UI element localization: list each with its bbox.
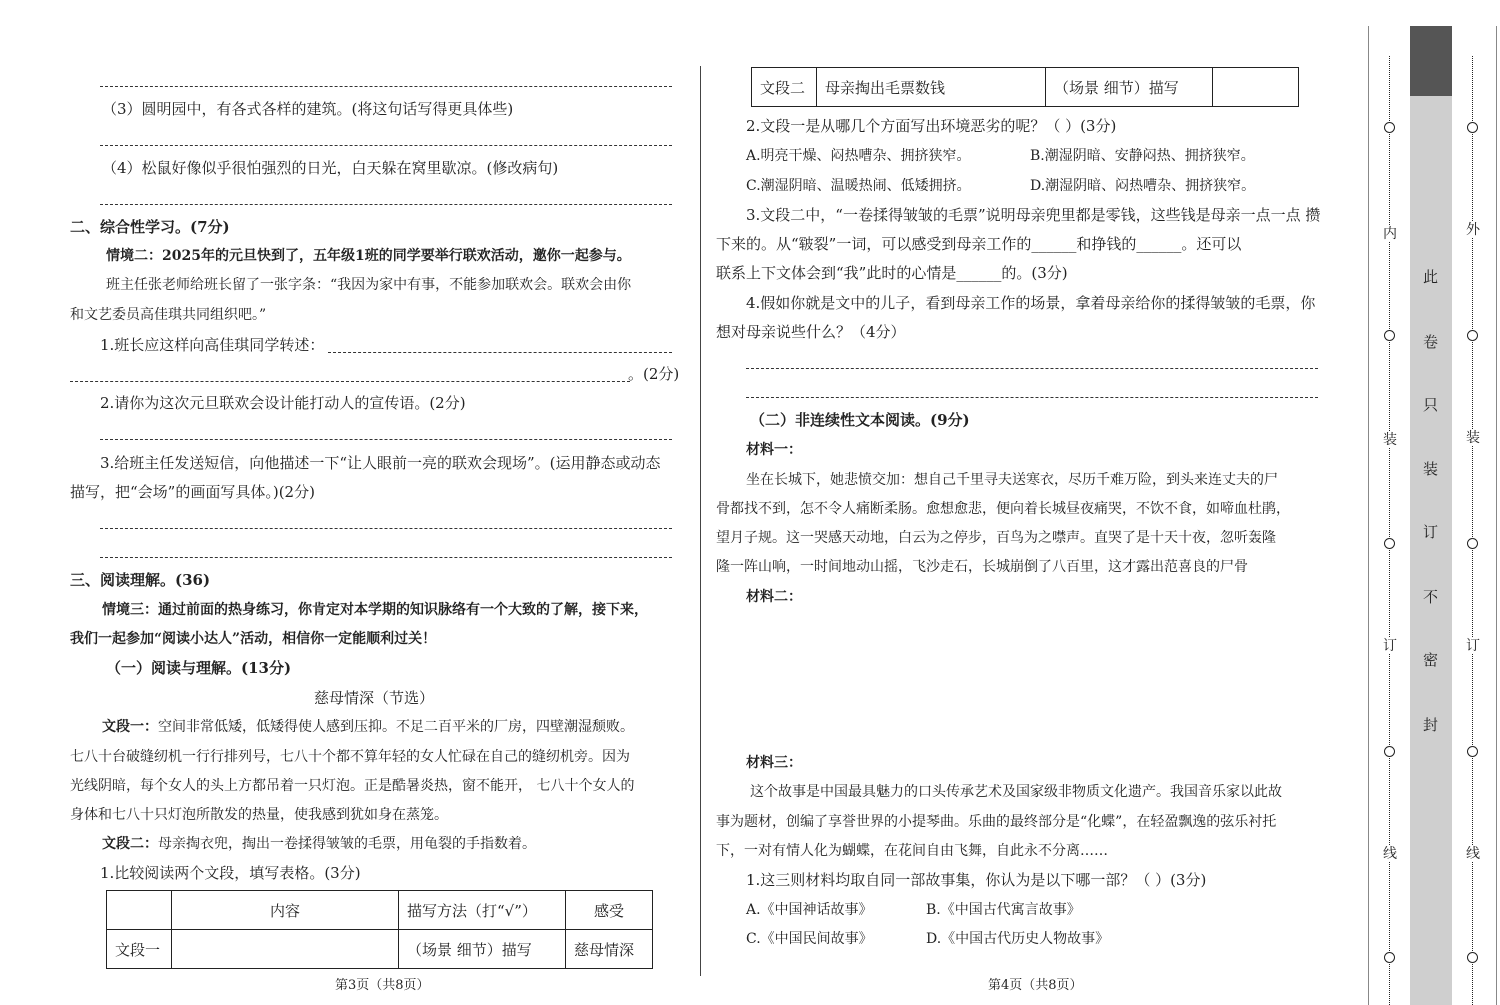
table-header-cell xyxy=(107,891,172,930)
inner-label: 装 xyxy=(1383,432,1397,448)
binding-hole xyxy=(1384,952,1395,963)
section-3-scenario-line-1: 情境三：通过前面的热身练习，你肯定对本学期的知识脉络有一个大致的了解，接下来， xyxy=(102,602,648,618)
notice-char: 装 xyxy=(1423,460,1439,478)
left-page xyxy=(0,0,700,1005)
inner-binding-line xyxy=(1389,56,1390,1005)
comparison-table xyxy=(106,890,653,969)
section-3-scenario-line-2: 我们一起参加“阅读小达人”活动，相信你一定能顺利过关！ xyxy=(70,631,437,647)
answer-line xyxy=(100,557,672,558)
question-3: （3）圆明园中，有各式各样的建筑。(将这句话写得更具体些) xyxy=(102,100,514,118)
notice-char: 不 xyxy=(1423,588,1439,606)
material-1-label: 材料一： xyxy=(746,442,802,458)
outer-label: 装 xyxy=(1466,430,1480,446)
notice-char: 订 xyxy=(1423,523,1439,541)
question-3-line-3: 联系上下文体会到“我”此时的心情是______的。(3分) xyxy=(716,264,1068,282)
strip-edge xyxy=(1368,26,1369,1005)
answer-line xyxy=(100,439,672,440)
passage-2-line-1 xyxy=(102,834,536,854)
outer-binding-line xyxy=(1472,56,1473,1005)
material-1-line-1: 坐在长城下，她悲愤交加：想自己千里寻夫送寒衣，尽历千难万险，到头来连丈夫的尸 xyxy=(746,472,1278,488)
table-cell[interactable]: （场景 细节）描写 xyxy=(1046,68,1213,107)
material-1-line-3: 望月子规。这一哭感天动地，白云为之停步，百鸟为之噤声。直哭了是十天十夜，忽听轰隆 xyxy=(716,530,1276,546)
binding-hole xyxy=(1467,122,1478,133)
question-4: （4）松鼠好像似乎很怕强烈的日光，白天躲在窝里歇凉。(修改病句) xyxy=(102,159,559,177)
notice-char: 卷 xyxy=(1423,333,1439,351)
material-3-line-3: 下，一对有情人化为蝴蝶，在花间自由飞舞，自此永不分离…… xyxy=(716,843,1108,859)
notice-char: 只 xyxy=(1423,396,1439,414)
binding-hole xyxy=(1384,330,1395,341)
table-cell[interactable] xyxy=(1213,68,1299,107)
passage-1-text: 空间非常低矮，低矮得使人感到压抑。不足二百平米的厂房，四壁潮湿颓败。 xyxy=(158,719,634,735)
question-3-line-2: 下来的。从“皲裂”一词，可以感受到母亲工作的______和挣钱的______。还可以 xyxy=(716,235,1242,253)
answer-line xyxy=(328,352,672,353)
notice-band-header xyxy=(1410,26,1452,96)
table-question: 1.比较阅读两个文段，填写表格。(3分) xyxy=(100,864,361,882)
binding-hole xyxy=(1467,952,1478,963)
notice-char: 密 xyxy=(1423,651,1439,669)
question-5: 1.这三则材料均取自同一部故事集，你认为是以下哪一部？（ ）(3分) xyxy=(746,871,1207,889)
passage-title: 慈母情深（节选） xyxy=(314,689,435,707)
teacher-note-line-2: 和文艺委员高佳琪共同组织吧。” xyxy=(70,307,267,323)
option-a: A.明亮干燥、闷热嘈杂、拥挤狭窄。 xyxy=(746,148,971,164)
material-1-line-4: 隆一阵山响，一时间地动山摇，飞沙走石，长城崩倒了八百里，这才露出范喜良的尸骨 xyxy=(716,559,1248,575)
right-page xyxy=(704,0,1344,1005)
table-cell: 文段二 xyxy=(752,68,817,107)
binding-hole xyxy=(1467,330,1478,341)
question-3-line-1: 3.文段二中，“一卷揉得皱皱的毛票”说明母亲兜里都是零钱，这些钱是母亲一点一点 攒 xyxy=(746,206,1321,224)
question-4-line-1: 4.假如你就是文中的儿子，看到母亲工作的场景，拿着母亲给你的揉得皱皱的毛票，你 xyxy=(746,294,1316,312)
section-3-title: 三、阅读理解。(36) xyxy=(70,571,211,589)
material-3-line-2: 事为题材，创编了享誉世界的小提琴曲。乐曲的最终部分是“化蝶”，在轻盈飘逸的弦乐衬托 xyxy=(716,814,1277,830)
inner-label: 线 xyxy=(1383,846,1397,862)
answer-line xyxy=(100,86,672,87)
page-footer: 第3页（共8页） xyxy=(335,978,430,993)
answer-line xyxy=(746,397,1318,398)
inner-label: 订 xyxy=(1383,638,1397,654)
section-2-question-1: 1.班长应这样向高佳琪同学转述： xyxy=(100,336,325,354)
notice-char: 封 xyxy=(1423,716,1439,734)
question-4-line-2: 想对母亲说些什么？（4分） xyxy=(716,323,906,341)
passage-1-line-4: 身体和七八十只灯泡所散发的热量，使我感到犹如身在蒸笼。 xyxy=(70,807,448,823)
binding-hole xyxy=(1467,538,1478,549)
part-2-title: （二）非连续性文本阅读。(9分) xyxy=(750,411,970,429)
question-1-score: 。(2分) xyxy=(628,365,680,383)
outer-label: 线 xyxy=(1466,846,1480,862)
part-1-title: （一）阅读与理解。(13分) xyxy=(106,659,292,677)
option-d: D.《中国古代历史人物故事》 xyxy=(926,931,1110,947)
table-header-cell: 感受 xyxy=(566,891,653,930)
answer-line xyxy=(746,368,1318,369)
binding-hole xyxy=(1384,122,1395,133)
passage-1-line-1 xyxy=(102,717,634,737)
strip-edge xyxy=(1496,26,1497,1005)
passage-1-label: 文段一： xyxy=(102,719,158,735)
option-d: D.潮湿阴暗、闷热嘈杂、拥挤狭窄。 xyxy=(1030,178,1256,194)
section-2-title: 二、综合性学习。(7分) xyxy=(70,218,230,236)
table-header-cell: 描写方法（打“√”） xyxy=(399,891,566,930)
table-cell[interactable] xyxy=(172,930,399,969)
passage-1-line-3: 光线阴暗，每个女人的头上方都吊着一只灯泡。正是酷暑炎热，窗不能开， 七八十个女人的 xyxy=(70,778,635,794)
outer-label: 外 xyxy=(1466,222,1480,238)
answer-line xyxy=(100,204,672,205)
option-a: A.《中国神话故事》 xyxy=(746,902,873,918)
section-2-question-2: 2.请你为这次元旦联欢会设计能打动人的宣传语。(2分) xyxy=(100,394,466,412)
page-footer: 第4页（共8页） xyxy=(988,978,1083,993)
option-b: B.潮湿阴暗、安静闷热、拥挤狭窄。 xyxy=(1030,148,1255,164)
table-header-row xyxy=(107,891,653,930)
binding-hole xyxy=(1384,746,1395,757)
outer-label: 订 xyxy=(1466,638,1480,654)
section-2-question-3-line-2: 描写，把“会场”的画面写具体。)(2分) xyxy=(70,483,315,501)
table-cell: 母亲掏出毛票数钱 xyxy=(817,68,1046,107)
notice-char: 此 xyxy=(1423,268,1439,286)
table-cell: 慈母情深 xyxy=(566,930,653,969)
passage-1-line-2: 七八十台破缝纫机一行行排列号，七八十个都不算年轻的女人忙碌在自己的缝纫机旁。因为 xyxy=(70,749,630,765)
material-3-line-1: 这个故事是中国最具魅力的口头传承艺术及国家级非物质文化遗产。我国音乐家以此故 xyxy=(750,784,1282,800)
comparison-table-continued xyxy=(751,67,1299,107)
passage-2-label: 文段二： xyxy=(102,836,158,852)
inner-label: 内 xyxy=(1383,226,1397,242)
question-2: 2.文段一是从哪几个方面写出环境恶劣的呢？（ ）(3分) xyxy=(746,117,1117,135)
section-2-scenario: 情境二：2025年的元旦快到了，五年级1班的同学要举行联欢活动，邀你一起参与。 xyxy=(106,248,631,264)
table-row xyxy=(752,68,1299,107)
passage-2-text: 母亲掏衣兜，掏出一卷揉得皱皱的毛票，用龟裂的手指数着。 xyxy=(158,836,536,852)
binding-hole xyxy=(1384,538,1395,549)
section-2-question-3-line-1: 3.给班主任发送短信，向他描述一下“让人眼前一亮的联欢会现场”。(运用静态或动态 xyxy=(100,454,661,472)
table-cell[interactable]: （场景 细节）描写 xyxy=(399,930,566,969)
material-2-label: 材料二： xyxy=(746,589,802,605)
answer-line xyxy=(100,145,672,146)
table-row xyxy=(107,930,653,969)
teacher-note-line-1: 班主任张老师给班长留了一张字条：“我因为家中有事，不能参加联欢会。联欢会由你 xyxy=(106,277,632,293)
answer-line xyxy=(70,381,630,382)
material-3-label: 材料三： xyxy=(746,755,802,771)
page-divider xyxy=(700,66,701,976)
option-b: B.《中国古代寓言故事》 xyxy=(926,902,1081,918)
notice-band xyxy=(1410,26,1452,1005)
binding-hole xyxy=(1467,746,1478,757)
table-header-cell: 内容 xyxy=(172,891,399,930)
table-cell: 文段一 xyxy=(107,930,172,969)
option-c: C.《中国民间故事》 xyxy=(746,931,873,947)
binding-strip xyxy=(1368,26,1500,1005)
option-c: C.潮湿阴暗、温暖热闹、低矮拥挤。 xyxy=(746,178,971,194)
material-1-line-2: 骨都找不到，怎不令人痛断柔肠。愈想愈悲，便向着长城昼夜痛哭，不饮不食，如啼血杜鹃， xyxy=(716,501,1290,517)
answer-line xyxy=(100,528,672,529)
